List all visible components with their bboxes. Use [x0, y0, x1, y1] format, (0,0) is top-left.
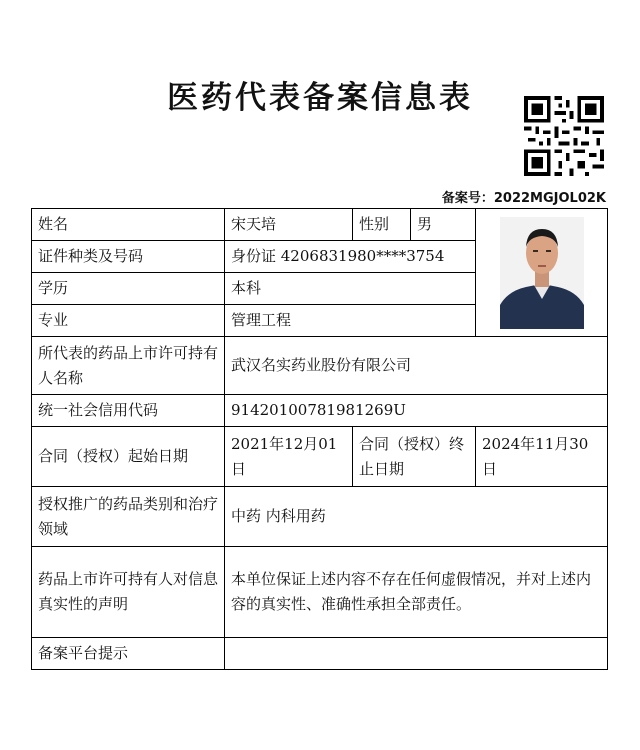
- education-value: 本科: [225, 273, 476, 305]
- major-value: 管理工程: [225, 305, 476, 337]
- notice-value: [225, 638, 608, 670]
- gender-label: 性别: [353, 209, 411, 241]
- record-number: 备案号：2022MGJOL02K: [441, 191, 606, 206]
- notice-label: 备案平台提示: [32, 638, 225, 670]
- holder-value: 武汉名实药业股份有限公司: [225, 337, 608, 395]
- form-title: 医药代表备案信息表: [167, 80, 473, 116]
- qr-code: [524, 96, 604, 176]
- name-label: 姓名: [32, 209, 225, 241]
- portrait-photo: [500, 217, 584, 329]
- credit-value: 91420100781981269U: [225, 395, 608, 427]
- holder-label: 所代表的药品上市许可持有人名称: [32, 337, 225, 395]
- credit-label: 统一社会信用代码: [32, 395, 225, 427]
- end-date-label: 合同（授权）终止日期: [353, 427, 476, 487]
- name-value: 宋天培: [225, 209, 353, 241]
- statement-value: 本单位保证上述内容不存在任何虚假情况，并对上述内容的真实性、准确性承担全部责任。: [225, 547, 608, 638]
- statement-label: 药品上市许可持有人对信息真实性的声明: [32, 547, 225, 638]
- id-value: 身份证 4206831980****3754: [225, 241, 476, 273]
- education-label: 学历: [32, 273, 225, 305]
- end-date-value: 2024年11月30日: [476, 427, 608, 487]
- start-date-label: 合同（授权）起始日期: [32, 427, 225, 487]
- info-table: [31, 208, 608, 670]
- category-label: 授权推广的药品类别和治疗领域: [32, 487, 225, 547]
- gender-value: 男: [411, 209, 476, 241]
- major-label: 专业: [32, 305, 225, 337]
- id-label: 证件种类及号码: [32, 241, 225, 273]
- photo-cell: [476, 209, 608, 337]
- category-value: 中药 内科用药: [225, 487, 608, 547]
- start-date-value: 2021年12月01日: [225, 427, 353, 487]
